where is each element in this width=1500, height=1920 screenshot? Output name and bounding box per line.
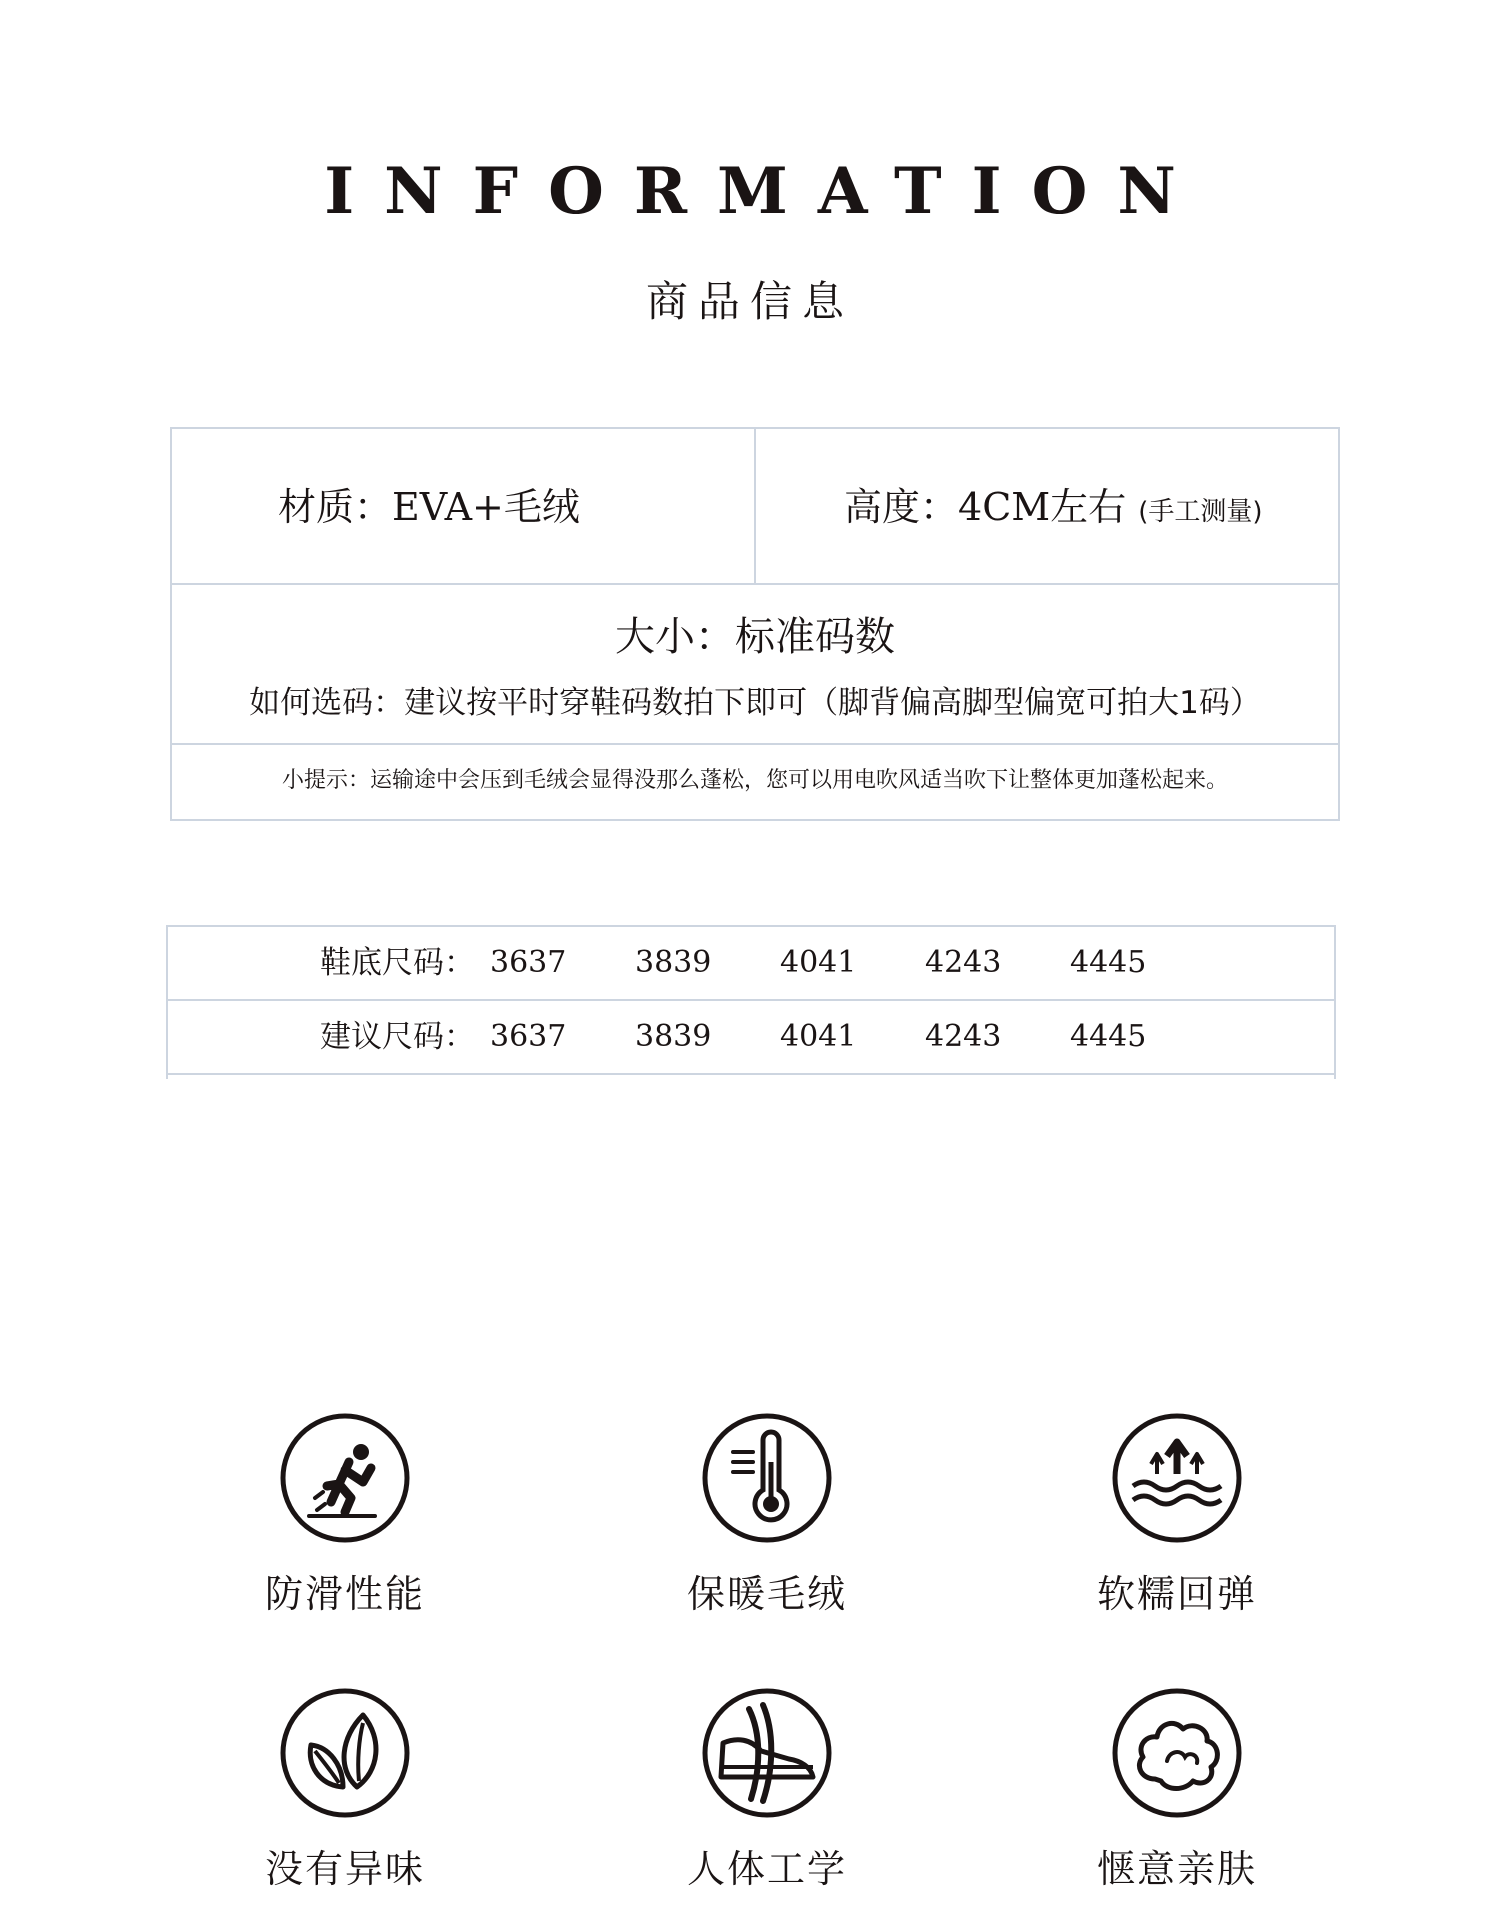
info-row-tip: [172, 745, 1338, 819]
feature-soft-rebound: [1047, 1412, 1307, 1620]
thermometer-icon: [701, 1412, 833, 1544]
feature-anti-slip: [215, 1412, 475, 1620]
height-text: [844, 479, 1263, 540]
page-subtitle: 商品信息: [645, 277, 854, 326]
size-cell: 4445: [1070, 945, 1147, 980]
page-title: INFORMATION: [324, 154, 1206, 229]
size-cell: 4243: [925, 1019, 1002, 1054]
size-title: 大小：标准码数: [615, 614, 895, 660]
feature-label: 没有异味: [264, 1847, 425, 1891]
material-label: 材质：: [278, 485, 393, 529]
material-text: [278, 479, 580, 535]
material-cell: [172, 429, 756, 583]
size-chart-table: [166, 925, 1336, 1079]
feature-label: 保暖毛绒: [686, 1572, 847, 1616]
size-cell: 3637: [490, 1019, 567, 1054]
anti-slip-icon: [279, 1412, 411, 1544]
height-label: 高度：: [844, 485, 959, 529]
material-value: EVA+毛绒: [392, 485, 580, 529]
size-row-label: 鞋底尺码：: [320, 945, 475, 981]
feature-ergonomic: [637, 1687, 897, 1895]
size-row-suggested: [168, 1001, 1334, 1075]
feature-no-odor: [215, 1687, 475, 1895]
size-cell: 4243: [925, 945, 1002, 980]
feature-warm-plush: [637, 1412, 897, 1620]
size-advice: 如何选码：建议按平时穿鞋码数拍下即可（脚背偏高脚型偏宽可拍大1码）: [249, 685, 1261, 721]
product-info-table: [170, 427, 1340, 821]
info-row-material-height: [172, 429, 1338, 585]
height-value: 4CM左右: [958, 485, 1127, 529]
size-cell: 4041: [780, 945, 857, 980]
size-cell: 4445: [1070, 1019, 1147, 1054]
size-cell: 3637: [490, 945, 567, 980]
size-cell: 3839: [635, 1019, 712, 1054]
feature-label: 软糯回弹: [1096, 1572, 1257, 1616]
tip-text: 小提示：运输途中会压到毛绒会显得没那么蓬松，您可以用电吹风适当吹下让整体更加蓬松起来。: [281, 768, 1228, 793]
cloud-cotton-icon: [1111, 1687, 1243, 1819]
feature-label: 防滑性能: [264, 1572, 425, 1616]
feature-label: 惬意亲肤: [1096, 1847, 1257, 1891]
size-cell: 3839: [635, 945, 712, 980]
ergonomic-shoe-icon: [701, 1687, 833, 1819]
height-note: (手工测量): [1138, 497, 1263, 527]
info-row-size: [172, 585, 1338, 745]
size-row-sole: [168, 927, 1334, 1001]
leaf-icon: [279, 1687, 411, 1819]
feature-skin-friendly: [1047, 1687, 1307, 1895]
size-cell: 4041: [780, 1019, 857, 1054]
feature-label: 人体工学: [686, 1847, 847, 1891]
rebound-icon: [1111, 1412, 1243, 1544]
size-row-label: 建议尺码：: [320, 1019, 475, 1055]
